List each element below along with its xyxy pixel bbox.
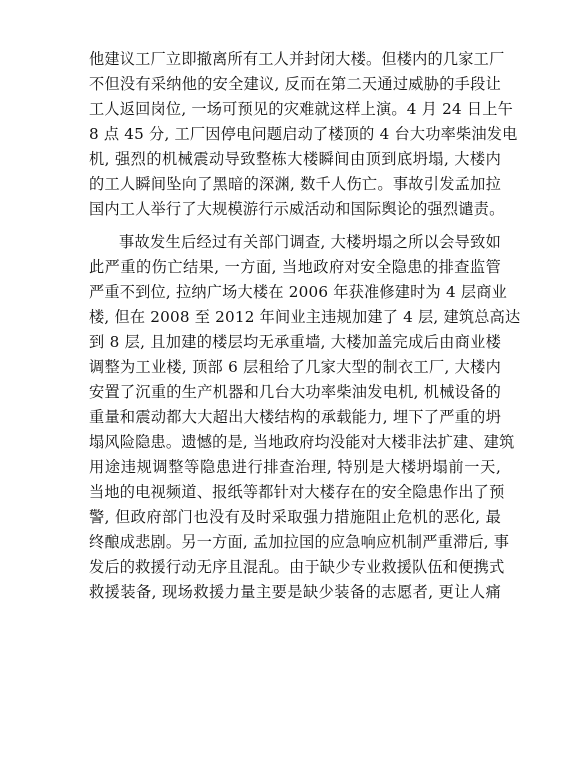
paragraph-1 xyxy=(89,47,518,222)
text-line: 当地的电视频道、报纸等都针对大楼存在的安全隐患作出了预 xyxy=(89,483,505,501)
text-line: 严重不到位, 拉纳广场大楼在 2006 年获准修建时为 4 层商业 xyxy=(89,283,508,301)
text-line: 工人返回岗位, 一场可预见的灾难就这样上演。4 月 24 日上午 xyxy=(89,100,514,118)
text-line: 机, 强烈的机械震动导致整栋大楼瞬间由顶到底坍塌, 大楼内 xyxy=(89,150,501,168)
text-line: 安置了沉重的生产机器和几台大功率柴油发电机, 机械设备的 xyxy=(89,383,501,401)
text-line: 不但没有采纳他的安全建议, 反而在第二天通过威胁的手段让 xyxy=(89,75,501,93)
text-line: 发后的救援行动无序且混乱。由于缺少专业救援队伍和便携式 xyxy=(89,558,505,576)
paragraph-2 xyxy=(89,230,521,605)
text-line: 终酿成悲剧。另一方面, 孟加拉国的应急响应机制严重滞后, 事 xyxy=(89,533,510,551)
text-line: 到 8 层, 且加建的楼层均无承重墙, 大楼加盖完成后由商业楼 xyxy=(89,333,501,351)
text-line: 调整为工业楼, 顶部 6 层租给了几家大型的制衣工厂, 大楼内 xyxy=(89,358,501,376)
text-line: 他建议工厂立即撤离所有工人并封闭大楼。但楼内的几家工厂 xyxy=(89,50,505,68)
text-line: 救援装备, 现场救援力量主要是缺少装备的志愿者, 更让人痛 xyxy=(89,583,501,601)
text-line: 警, 但政府部门也没有及时采取强力措施阻止危机的恶化, 最 xyxy=(89,508,501,526)
text-line: 国内工人举行了大规模游行示威活动和国际舆论的强烈谴责。 xyxy=(89,200,505,218)
text-line: 塌风险隐患。遗憾的是, 当地政府均没能对大楼非法扩建、建筑 xyxy=(89,433,515,451)
text-line: 重量和震动都大大超出大楼结构的承载能力, 埋下了严重的坍 xyxy=(89,408,501,426)
text-line: 8 点 45 分, 工厂因停电问题启动了楼顶的 4 台大功率柴油发电 xyxy=(89,125,518,143)
text-line: 楼, 但在 2008 至 2012 年间业主违规加建了 4 层, 建筑总高达 xyxy=(89,308,521,326)
text-line: 的工人瞬间坠向了黑暗的深渊, 数千人伤亡。事故引发孟加拉 xyxy=(89,175,501,193)
paragraph-gap xyxy=(89,222,501,230)
body-text xyxy=(89,47,521,605)
text-line: 此严重的伤亡结果, 一方面, 当地政府对安全隐患的排查监管 xyxy=(89,258,501,276)
text-line: 用途违规调整等隐患进行排查治理, 特别是大楼坍塌前一天, xyxy=(89,458,501,476)
text-line: 事故发生后经过有关部门调查, 大楼坍塌之所以会导致如 xyxy=(119,233,501,251)
